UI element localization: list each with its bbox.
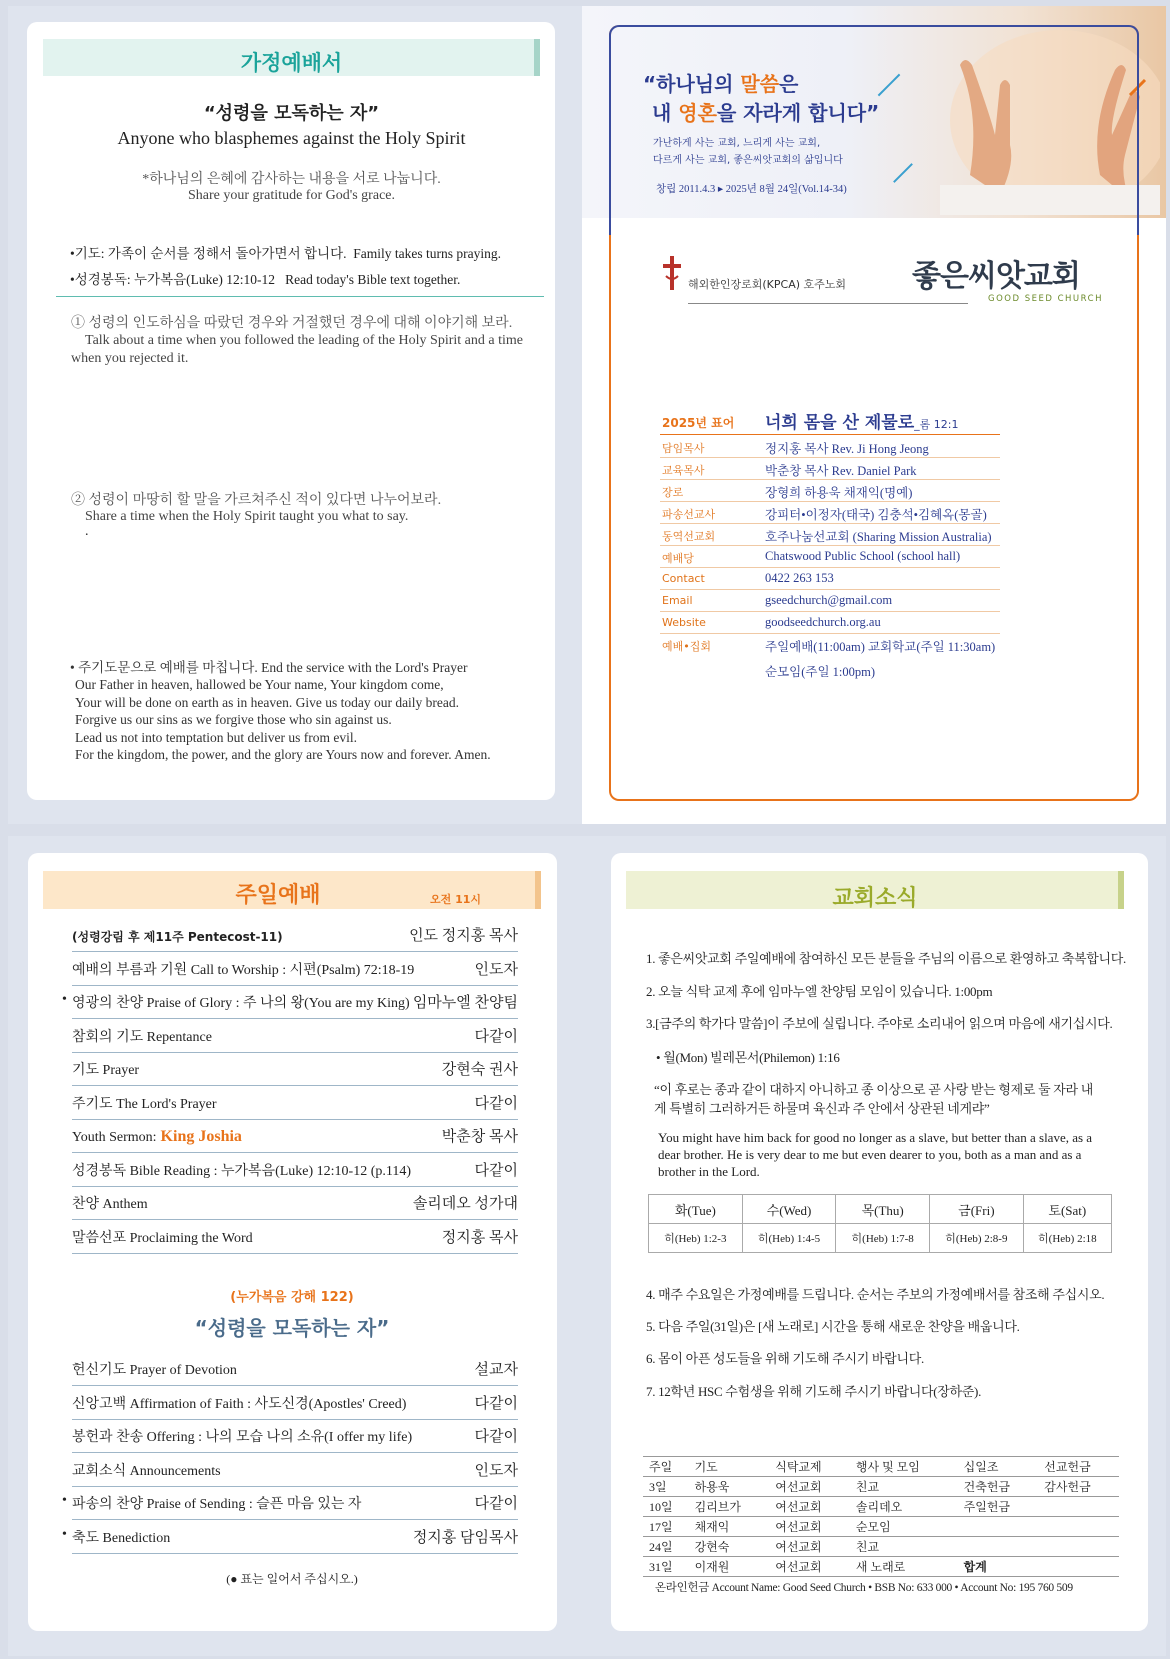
service-row (72, 1421, 518, 1453)
service-leader: 정지홍 목사 (441, 1229, 518, 1246)
news-item: 2. 오늘 식탁 교제 후에 임마누엘 찬양팀 모임이 있습니다. 1:00pm (646, 984, 993, 999)
service-leader: 박춘창 목사 (441, 1129, 518, 1145)
schedule-cell: 김리브가 (689, 1497, 770, 1517)
question-2-ko: ② 성령이 마땅히 할 말을 가르쳐주신 적이 있다면 나누어보라. (71, 493, 442, 508)
schedule-row (643, 1537, 1119, 1557)
home-worship-title-en: Anyone who blasphemes against the Holy Spirit (117, 128, 466, 148)
schedule-header-cell: 식탁교제 (769, 1457, 850, 1477)
verse-en: You might have him back for good no longer as a slave, but better than a slave, as a dear brother. He is very dear to me but even dearer to you, both as a man and as a brother in the Lord. (658, 1130, 1093, 1179)
divider (56, 296, 544, 297)
news-item: 6. 몸이 아픈 성도들을 위해 기도해 주시기 바랍니다. (646, 1351, 924, 1366)
service-item: 봉헌과 찬송 Offering : 나의 모습 나의 소유(I offer my life) (72, 1430, 413, 1445)
service-row (72, 1054, 518, 1086)
service-time: 오전 11시 (430, 893, 482, 906)
schedule-cell: 감사헌금 (1038, 1477, 1119, 1497)
schedule-cell (1038, 1517, 1119, 1537)
info-row: Email gseedchurch@gmail.com (660, 590, 1000, 612)
news-header: 교회소식 (832, 886, 918, 911)
info-row: Contact 0422 263 153 (660, 568, 1000, 590)
service-item: 참회의 기도 Repentance (72, 1029, 212, 1045)
schedule-row (643, 1517, 1119, 1537)
service-row (72, 920, 518, 952)
motto-label: 2025년 표어 (662, 416, 735, 430)
service-leader: 정지홍 담임목사 (412, 1529, 518, 1546)
schedule-cell: 3일 (643, 1477, 689, 1497)
church-cross-icon (663, 256, 681, 294)
schedule-cell: 하용욱 (689, 1477, 770, 1497)
schedule-cell: 강현숙 (689, 1537, 770, 1557)
service-row (72, 1121, 518, 1153)
service-item: 신앙고백 Affirmation of Faith : 사도신경(Apostles' Creed) (72, 1396, 407, 1412)
schedule-cell: 솔리데오 (850, 1497, 958, 1517)
account-info: 온라인헌금 Account Name: Good Seed Church • BSB No: 633 000 • Account No: 195 760 509 (655, 1582, 1073, 1594)
schedule-header-cell: 십일조 (958, 1457, 1039, 1477)
service-item: 찬양 Anthem (72, 1197, 148, 1212)
question-2-en: Share a time when the Holy Spirit taught you what to say. (85, 509, 409, 524)
service-row (72, 987, 518, 1019)
service-leader: 다같이 (474, 1496, 518, 1512)
schedule-cell: 17일 (643, 1517, 689, 1537)
sermon-title: “성령을 모독하는 자” (194, 1316, 390, 1340)
schedule-cell: 10일 (643, 1497, 689, 1517)
news-item: 3.[금주의 학가다 말씀]이 주보에 실립니다. 주야로 소리내어 읽으며 마음에 새기십시다. (646, 1016, 1113, 1031)
schedule-cell (1038, 1537, 1119, 1557)
info-row: 파송선교사 강피터•이정자(태국) 김충석•김혜옥(몽골) (660, 502, 1000, 524)
schedule-table (643, 1456, 1119, 1577)
service-row (72, 1488, 518, 1520)
info-extra: 순모임(주일 1:00pm) (765, 665, 876, 679)
home-worship-title-ko: “성령을 모독하는 자” (203, 103, 380, 124)
church-logo-en: GOOD SEED CHURCH (988, 294, 1103, 304)
schedule-cell: 여선교회 (769, 1537, 850, 1557)
schedule-cell: 여선교회 (769, 1477, 850, 1497)
prayer-line: For the kingdom, the power, and the glory are Yours now and forever. Amen. (75, 747, 491, 762)
denomination: 해외한인장로회(KPCA) 호주노회 (688, 278, 847, 291)
service-leader: 설교자 (474, 1362, 518, 1378)
founded-date: 창립 2011.4.3 ▸ 2025년 8월 24일(Vol.14-34) (656, 184, 847, 195)
schedule-cell (958, 1537, 1039, 1557)
service-leader: 인도자 (474, 961, 518, 978)
service-row (72, 1021, 518, 1053)
service-item: (성령강림 후 제11주 Pentecost-11) (72, 930, 283, 944)
verse-ko-2: 게 특별히 그러하거든 하물며 육신과 주 안에서 상관된 네게랴” (654, 1101, 990, 1116)
service-leader: 솔리데오 성가대 (412, 1196, 518, 1212)
verse-ko-1: “이 후로는 종과 같이 대하지 아니하고 종 이상으로 곧 사랑 받는 형제로 둘 자라 내 (654, 1082, 1094, 1097)
schedule-cell: 여선교회 (769, 1557, 850, 1577)
service-item: • 파송의 찬양 Praise of Sending : 슬픈 마음 있는 자 (72, 1493, 361, 1513)
sermon-series: (누가복음 강해 122) (230, 1290, 354, 1305)
day-cell: 금(Fri) (930, 1195, 1024, 1224)
service-leader: 다같이 (474, 1095, 518, 1112)
day-cell: 목(Thu) (836, 1195, 930, 1224)
schedule-cell: 이재원 (689, 1557, 770, 1577)
schedule-cell: 친교 (850, 1537, 958, 1557)
service-item: 말씀선포 Proclaiming the Word (72, 1230, 253, 1246)
youth-sermon-title: King Joshia (160, 1128, 242, 1145)
service-item: 교회소식 Announcements (72, 1463, 221, 1479)
news-item: 1. 좋은씨앗교회 주일예배에 참여하신 모든 분들을 주님의 이름으로 환영하고 축복합니다. (646, 951, 1126, 966)
schedule-header-cell: 주일 (643, 1457, 689, 1477)
schedule-cell: 합계 (958, 1557, 1039, 1577)
prayer-line: Lead us not into temptation but deliver us from evil. (75, 729, 357, 745)
schedule-cell (1038, 1497, 1119, 1517)
schedule-cell: 친교 (850, 1477, 958, 1497)
schedule-cell: 여선교회 (769, 1497, 850, 1517)
motto-rule (660, 434, 1000, 435)
schedule-header-cell: 행사 및 모임 (850, 1457, 958, 1477)
service-row (72, 1354, 518, 1386)
standing-footnote: (● 표는 일어서 주십시오.) (226, 1572, 358, 1586)
logo-underline (688, 303, 968, 304)
step-reading: •성경봉독: 누가복음(Luke) 12:10-12 Read today's Bible text together. (70, 272, 461, 287)
schedule-cell: 31일 (643, 1557, 689, 1577)
service-row (72, 1522, 518, 1554)
service-item: Youth Sermon: King Joshia (72, 1128, 242, 1145)
service-item: • 축도 Benediction (72, 1527, 170, 1547)
service-leader: 다같이 (474, 1028, 518, 1045)
service-leader: 강현숙 권사 (441, 1062, 518, 1078)
news-item: 7. 12학년 HSC 수험생을 위해 기도해 주시기 바랍니다(장하준). (646, 1384, 982, 1399)
service-row (72, 1388, 518, 1420)
cover-quote-line-2: 내 영혼을 자라게 합니다” (652, 101, 880, 125)
schedule-header-row (643, 1457, 1119, 1477)
service-leader: 인도 정지홍 목사 (409, 928, 518, 944)
home-worship-header: 가정예배서 (240, 51, 343, 75)
question-2-dot: . (85, 524, 89, 539)
schedule-row (643, 1557, 1119, 1577)
info-row: 동역선교회 호주나눔선교회 (Sharing Mission Australia) (660, 524, 1000, 546)
service-leader: 다같이 (474, 1395, 518, 1412)
info-row: 교육목사 박춘창 목사 Rev. Daniel Park (660, 458, 1000, 480)
lords-prayer (75, 676, 491, 764)
day-cell: 화(Tue) (649, 1195, 743, 1224)
cover-quote-line-1: “하나님의 말씀은 (643, 72, 799, 96)
service-row (72, 1088, 518, 1120)
cover-sub-2: 다르게 사는 교회, 좋은씨앗교회의 삶입니다 (653, 155, 843, 166)
prayer-line: Your will be done on earth as in heaven. Give us today our daily bread. (75, 694, 460, 710)
intro-ko: *하나님의 은혜에 감사하는 내용을 서로 나눕니다. (142, 172, 441, 187)
question-1-ko: ① 성령의 인도하심을 따랐던 경우와 거절했던 경우에 대해 이야기해 보라. (71, 316, 513, 331)
schedule-header-cell: 기도 (689, 1457, 770, 1477)
schedule-header-cell: 선교헌금 (1038, 1457, 1119, 1477)
schedule-cell: 채재익 (689, 1517, 770, 1537)
service-row (72, 1155, 518, 1187)
service-item: 주기도 The Lord's Prayer (72, 1096, 217, 1112)
service-leader: 다같이 (474, 1162, 518, 1179)
service-leader: 임마누엘 찬양팀 (412, 995, 518, 1011)
motto: 너희 몸을 산 제물로_롬 12:1 (765, 413, 959, 433)
service-row (72, 1222, 518, 1254)
service-leader: 인도자 (474, 1462, 518, 1479)
cover-sub-1: 가난하게 사는 교회, 느리게 사는 교회, (653, 138, 821, 149)
info-row: 예배•집회 주일예배(11:00am) 교회학교(주일 11:30am) (662, 640, 996, 654)
news-item: 5. 다음 주일(31일)은 [새 노래로] 시간을 통해 새로운 찬양을 배웁니다. (646, 1319, 1020, 1334)
service-row (72, 954, 518, 986)
day-cell: 수(Wed) (742, 1195, 836, 1224)
info-row: Website goodseedchurch.org.au (660, 612, 1000, 634)
question-1-en: Talk about a time when you followed the leading of the Holy Spirit and a time when you rejected it. (71, 333, 523, 366)
schedule-cell: 새 노래로 (850, 1557, 958, 1577)
service-leader: 다같이 (474, 1429, 518, 1445)
schedule-cell: 여선교회 (769, 1517, 850, 1537)
schedule-cell (1038, 1557, 1119, 1577)
reading-cell: 히(Heb) 1:7-8 (836, 1224, 930, 1253)
schedule-cell: 건축헌금 (958, 1477, 1039, 1497)
cover-border-top (609, 25, 1139, 235)
service-item: 헌신기도 Prayer of Devotion (72, 1363, 237, 1378)
step-prayer: •기도: 가족이 순서를 정해서 돌아가면서 합니다. Family takes turns praying. (70, 246, 501, 261)
reading-cell: 히(Heb) 1:2-3 (649, 1224, 743, 1253)
info-row: 예배당 Chatswood Public School (school hall) (660, 546, 1000, 568)
prayer-line: Our Father in heaven, hallowed be Your name, Your kingdom come, (75, 677, 444, 692)
sunday-header: 주일예배 (235, 883, 321, 908)
schedule-cell: 순모임 (850, 1517, 958, 1537)
service-row (72, 1188, 518, 1220)
prayer-line: Forgive us our sins as we forgive those who sin against us. (75, 712, 392, 727)
church-logo-ko: 좋은씨앗교회 (912, 259, 1080, 294)
reading-cell: 히(Heb) 2:8-9 (930, 1224, 1024, 1253)
schedule-row (643, 1497, 1119, 1517)
service-item: 예배의 부름과 기원 Call to Worship : 시편(Psalm) 72:18-19 (72, 962, 415, 978)
info-row: 담임목사 정지홍 목사 Rev. Ji Hong Jeong (660, 436, 1000, 458)
schedule-cell: 주일헌금 (958, 1497, 1039, 1517)
day-cell: 토(Sat) (1023, 1195, 1111, 1224)
schedule-row (643, 1477, 1119, 1497)
info-row: 장로 장형희 하용욱 채재익(명예) (660, 480, 1000, 502)
service-item: • 영광의 찬양 Praise of Glory : 주 나의 왕(You are my King) (72, 992, 410, 1012)
schedule-cell: 24일 (643, 1537, 689, 1557)
daily-reading: • 월(Mon) 빌레몬서(Philemon) 1:16 (656, 1050, 840, 1065)
service-item: 기도 Prayer (72, 1063, 140, 1078)
intro-en: Share your gratitude for God's grace. (187, 188, 395, 203)
service-item: 성경봉독 Bible Reading : 누가복음(Luke) 12:10-12 (p.114) (72, 1163, 412, 1179)
news-item: 4. 매주 수요일은 가정예배를 드립니다. 순서는 주보의 가정예배서를 참조해 주십시오. (646, 1287, 1105, 1302)
service-row (72, 1455, 518, 1487)
reading-table (648, 1194, 1112, 1253)
reading-cell: 히(Heb) 1:4-5 (742, 1224, 836, 1253)
closing-line: • 주기도문으로 예배를 마칩니다. End the service with the Lord's Prayer (70, 660, 468, 675)
schedule-cell (958, 1517, 1039, 1537)
reading-cell: 히(Heb) 2:18 (1023, 1224, 1111, 1253)
